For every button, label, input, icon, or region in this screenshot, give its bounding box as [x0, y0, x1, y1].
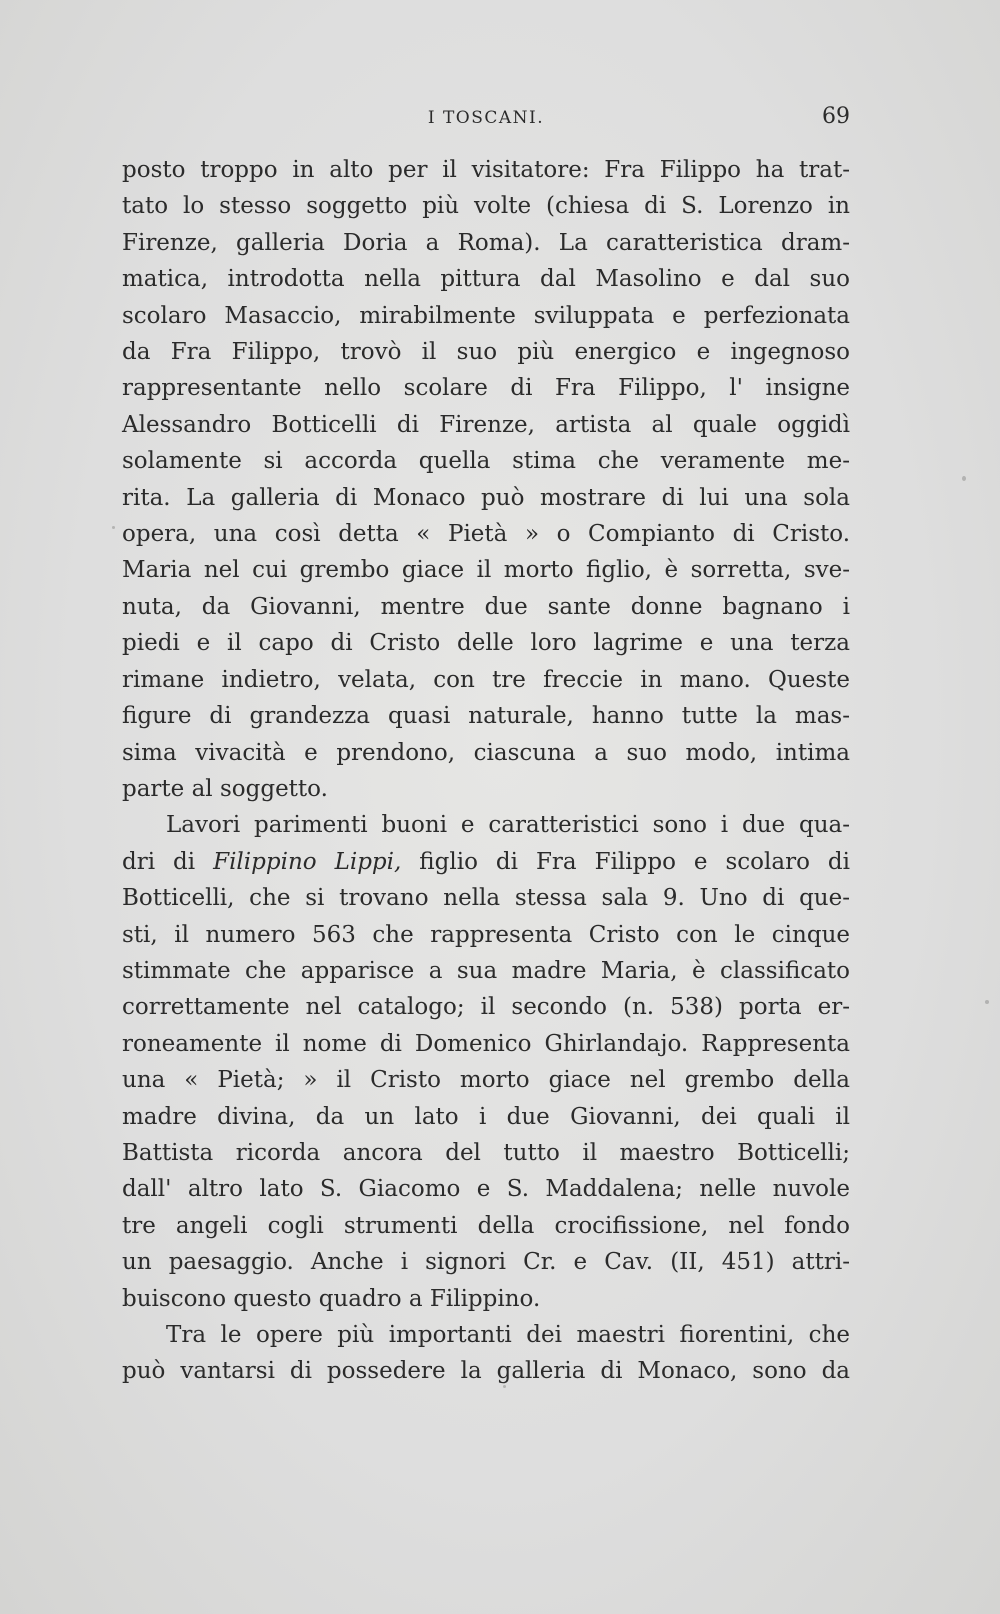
text-line: solamente si accorda quella stima che veramente me- — [122, 448, 850, 475]
text-line: correttamente nel catalogo; il secondo (n. 538) porta er- — [122, 994, 850, 1021]
text-line: madre divina, da un lato i due Giovanni, dei quali il — [122, 1103, 850, 1130]
text-line: piedi e il capo di Cristo delle loro lagrime e una terza — [122, 630, 850, 657]
text-line: Alessandro Botticelli di Firenze, artista al quale oggidì — [122, 411, 850, 438]
running-title: I TOSCANI. — [427, 108, 545, 128]
paper-speck — [112, 526, 115, 529]
text-line: scolaro Masaccio, mirabilmente sviluppata e perfezionata — [122, 302, 850, 329]
paragraph-3 — [122, 1317, 850, 1390]
text-line: Maria nel cui grembo giace il morto figlio, è sorretta, sve- — [122, 557, 850, 584]
text-segment: figlio di Fra Filippo e scolaro di — [401, 848, 850, 875]
page-number: 69 — [822, 104, 850, 129]
text-line: può vantarsi di possedere la galleria di Monaco, sono da — [122, 1358, 850, 1385]
text-line: figure di grandezza quasi naturale, hanno tutte la mas- — [122, 703, 850, 730]
paper-speck — [962, 476, 966, 481]
text-line: dall' altro lato S. Giacomo e S. Maddalena; nelle nuvole — [122, 1176, 850, 1203]
text-line: Botticelli, che si trovano nella stessa sala 9. Uno di que- — [122, 885, 850, 912]
text-line: buiscono questo quadro a Filippino. — [122, 1285, 541, 1312]
paper-speck — [985, 1000, 989, 1004]
artist-name-italic: Filippino Lippi, — [213, 848, 402, 875]
text-line-with-italic — [122, 844, 850, 880]
text-line: opera, una così detta « Pietà » o Compianto di Cristo. — [122, 521, 850, 548]
text-line: matica, introdotta nella pittura dal Masolino e dal suo — [122, 266, 850, 293]
text-line: nuta, da Giovanni, mentre due sante donne bagnano i — [122, 593, 850, 620]
text-line: stimmate che apparisce a sua madre Maria, è classificato — [122, 957, 850, 984]
text-line: sima vivacità e prendono, ciascuna a suo modo, intima — [122, 739, 850, 766]
body-text — [122, 152, 850, 1390]
text-segment: dri di — [122, 848, 214, 875]
paragraph-2 — [122, 807, 850, 1317]
paragraph-1 — [122, 152, 850, 807]
page-header — [122, 104, 850, 134]
text-line: tato lo stesso soggetto più volte (chiesa di S. Lorenzo in — [122, 193, 850, 220]
text-line: Tra le opere più importanti dei maestri fiorentini, che — [166, 1322, 850, 1348]
text-line: un paesaggio. Anche i signori Cr. e Cav. (II, 451) attri- — [122, 1249, 850, 1276]
text-line: rimane indietro, velata, con tre freccie in mano. Queste — [122, 666, 850, 693]
text-line: posto troppo in alto per il visitatore: Fra Filippo ha trat- — [122, 157, 850, 183]
text-line: roneamente il nome di Domenico Ghirlandajo. Rappresenta — [122, 1030, 850, 1057]
text-line: Lavori parimenti buoni e caratteristici sono i due qua- — [166, 812, 850, 839]
text-line: Firenze, galleria Doria a Roma). La caratteristica dram- — [122, 229, 850, 256]
text-line: Battista ricorda ancora del tutto il maestro Botticelli; — [122, 1139, 850, 1166]
text-line: una « Pietà; » il Cristo morto giace nel grembo della — [122, 1067, 850, 1094]
text-line: tre angeli cogli strumenti della crocifissione, nel fondo — [122, 1212, 850, 1239]
text-line: parte al soggetto. — [122, 775, 328, 802]
paper-speck — [503, 1385, 506, 1388]
text-line: rappresentante nello scolare di Fra Filippo, l' insigne — [122, 375, 850, 402]
text-line: da Fra Filippo, trovò il suo più energico e ingegnoso — [122, 339, 850, 366]
text-line: sti, il numero 563 che rappresenta Cristo con le cinque — [122, 921, 850, 948]
text-line: rita. La galleria di Monaco può mostrare di lui una sola — [122, 484, 850, 511]
